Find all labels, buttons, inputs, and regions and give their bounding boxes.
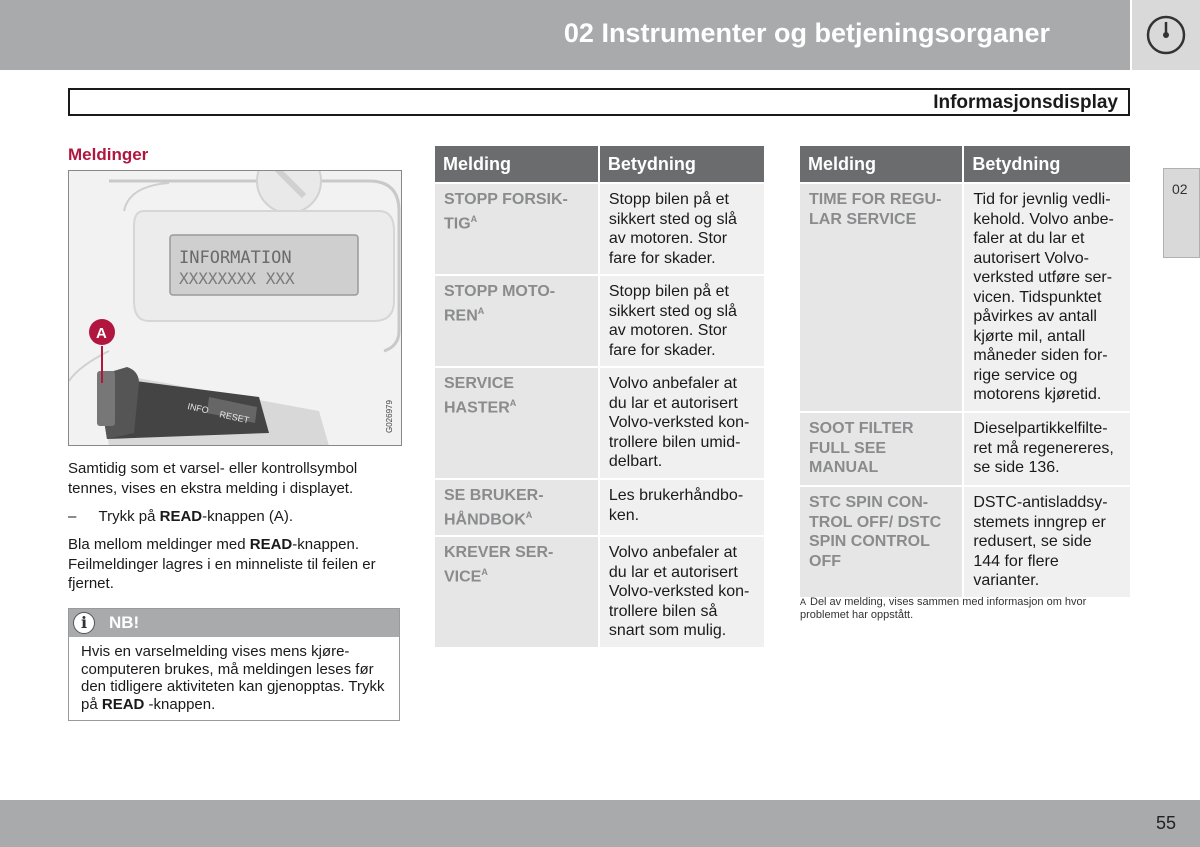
- message-meaning: Stopp bilen på et sikkert sted og slå av motoren. Stor fare for skader.: [600, 184, 764, 274]
- browse-paragraph: [68, 535, 408, 594]
- note-post: -knappen.: [144, 695, 216, 713]
- table-header-row: [800, 146, 1130, 182]
- gauge-icon: [1145, 14, 1187, 56]
- message-meaning: Volvo anbefaler at du lar et autorisert Volvo-verksted kon-trollere bilen så snart som mulig.: [600, 537, 764, 647]
- message-meaning: Dieselpartikkelfilte-ret må regenereres, se side 136.: [964, 413, 1130, 485]
- message-code: SOOT FILTER FULL SEE MANUAL: [800, 413, 962, 485]
- instrument-illustration: [69, 171, 402, 446]
- note-pre: Hvis en varselmelding vises mens kjøre-computeren brukes, må meldingen leses før den tidligere aktiviteten kan gjenopptas. Trykk på: [81, 643, 385, 713]
- table-header-row: [435, 146, 764, 182]
- figure-code: G026979: [385, 400, 394, 433]
- message-table-1: [433, 144, 766, 649]
- chapter-title: 02 Instrumenter og betjeningsorganer: [563, 18, 1050, 48]
- step-item: [68, 507, 408, 527]
- message-meaning: DSTC-antisladdsy-stemets inngrep er redusert, se side 144 for flere varianter.: [964, 487, 1130, 597]
- intro-paragraph: Samtidig som et varsel- eller kontrollsymbol tennes, vises en ekstra melding i displayet.: [68, 460, 358, 497]
- info-icon: i: [73, 612, 95, 634]
- column-header-message: Melding: [435, 146, 598, 182]
- note-box: [68, 608, 400, 721]
- note-header: [69, 609, 399, 637]
- message-code: STC SPIN CON-TROL OFF/ DSTC SPIN CONTROL OFF: [800, 487, 962, 597]
- table-row: [435, 184, 764, 274]
- note-text: [69, 637, 399, 713]
- message-table-2: [798, 144, 1132, 599]
- table-row: [800, 487, 1130, 597]
- table-row: [435, 480, 764, 535]
- step-pre: Trykk på: [98, 508, 160, 525]
- display-line-2: XXXXXXXX XXX: [179, 269, 295, 288]
- footnote-mark: A: [800, 597, 807, 607]
- table-row: [435, 537, 764, 647]
- stalk-info-label: INFO: [186, 401, 210, 416]
- callout-a: A: [96, 325, 107, 342]
- message-meaning: Stopp bilen på et sikkert sted og slå av motoren. Stor fare for skader.: [600, 276, 764, 366]
- browse-bold: READ: [249, 536, 293, 553]
- section-title-box: [68, 88, 1130, 116]
- message-code: SERVICE $HASTER^A$: [435, 368, 598, 478]
- stalk-illustration: [68, 170, 402, 446]
- message-meaning: Tid for jevnlig vedli-kehold. Volvo anbe-faler at du lar et autorisert Volvo-verksted utføre ser-vicen. Tidspunktet påvirkes av antall kjørte mil, antall måneder siden for-rige service og motorens kjøretid.: [964, 184, 1130, 411]
- message-meaning: Volvo anbefaler at du lar et autorisert Volvo-verksted kon-trollere bilen umid-delbart.: [600, 368, 764, 478]
- step-post: -knappen (A).: [202, 508, 294, 525]
- footnote-text: Del av melding, vises sammen med informasjon om hvor problemet har oppstått.: [800, 596, 1087, 621]
- header-bar: [0, 0, 1130, 70]
- column-header-meaning: Betydning: [600, 146, 764, 182]
- message-code: TIME FOR REGU-LAR SERVICE: [800, 184, 962, 411]
- message-code: STOPP FORSIK-$TIG^A$: [435, 184, 598, 274]
- note-label: NB!: [109, 613, 140, 632]
- table-footnote: [800, 596, 1130, 622]
- header-icon-box: [1132, 0, 1200, 70]
- section-title: Informasjonsdisplay: [933, 92, 1118, 113]
- side-tab-label: 02: [1172, 181, 1188, 197]
- step-bold: READ: [159, 508, 203, 525]
- table-row: [800, 184, 1130, 411]
- note-bold: READ: [101, 695, 145, 713]
- column-header-message: Melding: [800, 146, 962, 182]
- message-code: KREVER SER-$VICE^A$: [435, 537, 598, 647]
- table-row: [800, 413, 1130, 485]
- browse-post: -knappen. Feilmeldinger lagres i en minneliste til feilen er fjernet.: [68, 536, 376, 592]
- stalk-reset-label: RESET: [218, 409, 251, 426]
- step-dash: –: [68, 508, 77, 525]
- message-code: SE BRUKER-$HÅNDBOK^A$: [435, 480, 598, 535]
- column-header-meaning: Betydning: [964, 146, 1130, 182]
- subsection-heading: Meldinger: [68, 145, 149, 164]
- message-code: STOPP MOTO-$REN^A$: [435, 276, 598, 366]
- message-meaning: Les brukerhåndbo-ken.: [600, 480, 764, 535]
- table-row: [435, 368, 764, 478]
- page-number: 55: [1155, 813, 1176, 833]
- chapter-side-tab[interactable]: [1163, 168, 1200, 258]
- display-line-1: INFORMATION: [179, 248, 292, 268]
- browse-pre: Bla mellom meldinger med: [68, 536, 250, 553]
- footer-bar: [0, 800, 1200, 847]
- table-row: [435, 276, 764, 366]
